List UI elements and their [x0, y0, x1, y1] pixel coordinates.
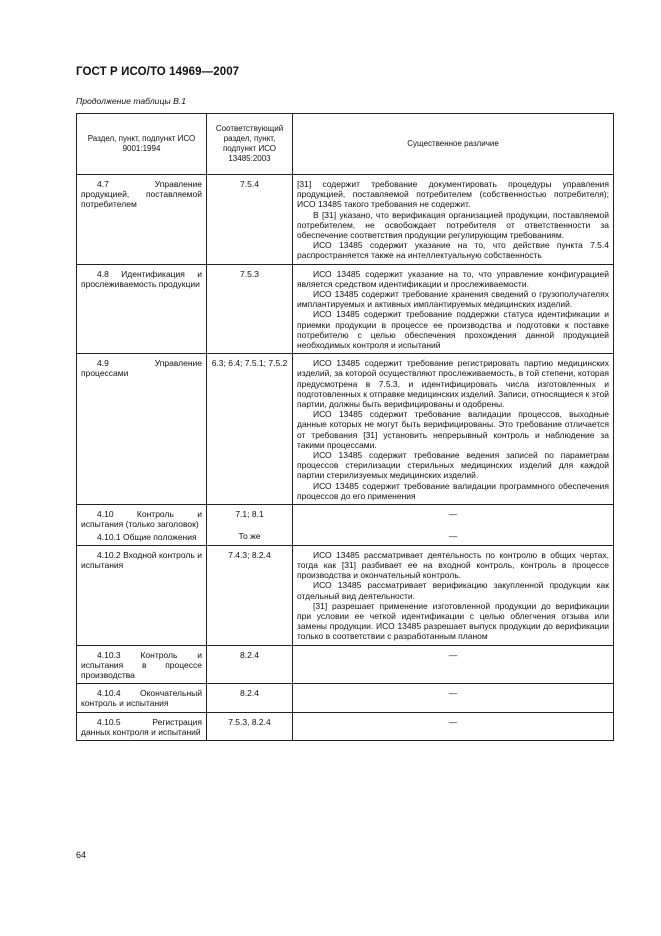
- difference-dash: —: [448, 531, 458, 542]
- section-cell-4101: 4.10.1 Общие положения: [97, 531, 197, 542]
- table-row: [77, 354, 614, 505]
- difference-cell: [293, 175, 614, 265]
- corresponding-410: 7.1; 8.1: [235, 509, 264, 520]
- header-section: Раздел, пункт, подпункт ИСО 9001:1994: [77, 114, 207, 175]
- table-row: [77, 712, 614, 740]
- table-row: [77, 684, 614, 712]
- difference-paragraph: [31] разрешает применение изготовленной продукции до верификации при условии ее четкой идентификации с целью облегчения отзыва или замены продукции. ИСО 13485 разрешает выпуск продукции до верификации только в соответствии с разработанным планом: [297, 600, 609, 642]
- difference-cell: [293, 505, 614, 546]
- section-cell: 4.9 Управление процессами: [77, 354, 207, 505]
- difference-dash: —: [448, 509, 458, 520]
- document-title: ГОСТ Р ИСО/ТО 14969—2007: [76, 66, 240, 78]
- section-cell: 4.7 Управление продукцией, поставляемой потребителем: [77, 175, 207, 265]
- difference-paragraph: ИСО 13485 содержит требование поддержки статуса идентификации и приемки продукции в процессе ее производства и подготовки к поставке потребителю с целью обеспечения прохождения данной продукцией необходимых контроля и испытаний: [297, 309, 609, 351]
- difference-paragraph: ИСО 13485 рассматривает верификацию закупленной продукции как отдельный вид деятельности.: [297, 580, 609, 601]
- difference-cell: [293, 354, 614, 505]
- difference-cell: [293, 264, 614, 354]
- corresponding-cell: 7.5.3: [207, 264, 293, 354]
- corresponding-cell: 6.3; 6.4; 7.5.1; 7.5.2: [207, 354, 293, 505]
- difference-paragraph: ИСО 13485 содержит указание на то, что управление конфигурацией является средством идентификации и прослеживаемости.: [297, 268, 609, 289]
- difference-cell: —: [293, 712, 614, 740]
- difference-paragraph: В [31] указано, что верификация организацией продукции, поставляемой потребителем, не освобождает потребителя от ответственности за обеспечение соответствия продукции регулирующим требованиям.: [297, 209, 609, 241]
- table-caption: Продолжение таблицы В.1: [76, 96, 186, 106]
- header-difference: Существенное различие: [293, 114, 614, 175]
- difference-paragraph: ИСО 13485 содержит требование регистрировать партию медицинских изделий, за которой осуществляют прослеживаемость, в той степени, которая предусмотрена в 7.5.3, и идентифицировать числа изготовленных и подготовленных к отправке медицинских изделий. Записи, относящиеся к этой партии, должны быть верифицированы и одобрены.: [297, 358, 609, 410]
- difference-paragraph: ИСО 13485 содержит требование ведения записей по параметрам процессов стерилизации стерильных медицинских изделий для каждой партии стерилизуемых медицинских изделий.: [297, 450, 609, 481]
- table-row: [77, 175, 614, 265]
- section-cell-410: 4.10 Контроль и испытания (только заголовок): [81, 509, 202, 530]
- page-number: 64: [76, 850, 87, 860]
- section-cell: 4.10.4 Окончательный контроль и испытания: [77, 684, 207, 712]
- table-header-row: [77, 114, 614, 175]
- difference-paragraph: ИСО 13485 содержит указание на то, что действие пункта 7.5.4 распространяется также на интеллектуальную собственность: [297, 240, 609, 261]
- difference-paragraph: ИСО 13485 содержит требование валидации программного обеспечения процессов до его применения: [297, 480, 609, 501]
- table-row: [77, 545, 614, 645]
- section-cell: 4.10.2 Входной контроль и испытания: [77, 545, 207, 645]
- section-cell: 4.8 Идентификация и прослеживаемость продукции: [77, 264, 207, 354]
- difference-cell: —: [293, 684, 614, 712]
- difference-cell: —: [293, 645, 614, 684]
- difference-paragraph: ИСО 13485 содержит требование валидации процессов, выходные данные которых не могут быть верифицированы. Это требование отличается от требования [31] установить непрерывный контроль и наблюдение за такими процессами.: [297, 409, 609, 450]
- corresponding-4101: То же: [238, 531, 261, 542]
- difference-paragraph: ИСО 13485 рассматривает деятельность по контролю в общих чертах, тогда как [31] разбивает ее на входной контроль, контроль в процессе производства и окончательный контроль.: [297, 549, 609, 581]
- section-cell: [77, 505, 207, 546]
- section-cell: 4.10.3 Контроль и испытания в процессе производства: [77, 645, 207, 684]
- corresponding-cell: 8.2.4: [207, 645, 293, 684]
- corresponding-cell: [207, 505, 293, 546]
- section-cell: 4.10.5 Регистрация данных контроля и испытаний: [77, 712, 207, 740]
- corresponding-cell: 8.2.4: [207, 684, 293, 712]
- difference-paragraph: [31] содержит требование документировать процедуры управления продукцией, поставляемой потребителем (собственностью потребителя); ИСО 13485 такого требования не содержит.: [297, 179, 609, 210]
- corresponding-cell: 7.5.3, 8.2.4: [207, 712, 293, 740]
- header-corresponding: Соответствующий раздел, пункт, подпункт ИСО 13485:2003: [207, 114, 293, 175]
- comparison-table: [76, 113, 614, 741]
- table-row: [77, 505, 614, 546]
- corresponding-cell: 7.5.4: [207, 175, 293, 265]
- table-row: [77, 645, 614, 684]
- difference-cell: [293, 545, 614, 645]
- difference-paragraph: ИСО 13485 содержит требование хранения сведений о грузополучателях имплантируемых и активных имплантируемых медицинских изделий.: [297, 289, 609, 310]
- corresponding-cell: 7.4.3; 8.2.4: [207, 545, 293, 645]
- table-row: [77, 264, 614, 354]
